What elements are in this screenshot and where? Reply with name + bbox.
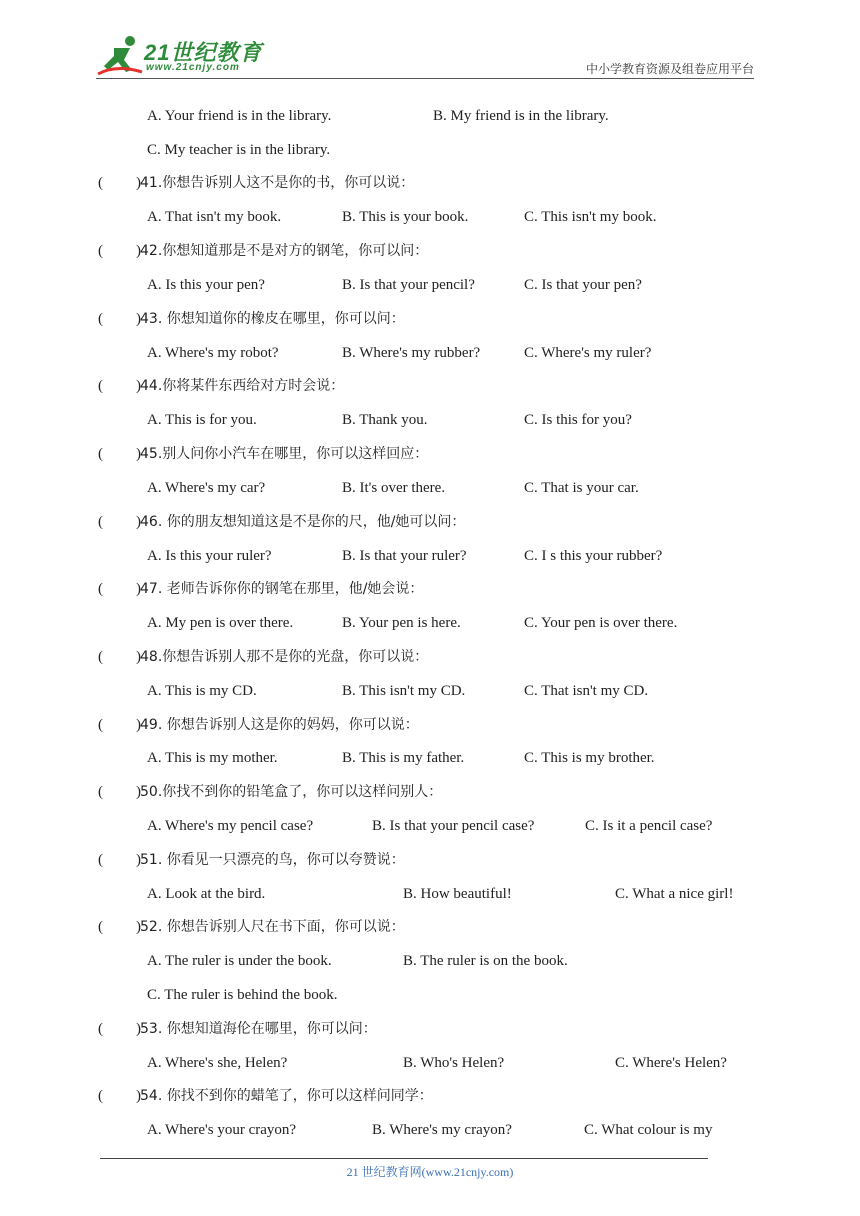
answer-option: A. My pen is over there. <box>147 615 294 631</box>
answer-blank-open[interactable]: ( <box>98 581 103 597</box>
answer-option: C. Your pen is over there. <box>524 615 678 631</box>
answer-option: A. This is for you. <box>147 412 257 428</box>
answer-option: B. It's over there. <box>342 480 446 496</box>
answer-option: B. Thank you. <box>342 412 428 428</box>
question-text: 41.你想告诉别人这不是你的书，你可以说： <box>140 175 415 191</box>
answer-option: A. Look at the bird. <box>147 886 266 902</box>
question-text: 54. 你找不到你的蜡笔了，你可以这样问同学： <box>140 1088 433 1104</box>
answer-blank-close: ) <box>136 581 141 597</box>
question-text: 46. 你的朋友想知道这是不是你的尺，他/她可以问： <box>140 514 466 530</box>
question-text: 51. 你看见一只漂亮的鸟，你可以夸赞说： <box>140 852 405 868</box>
answer-option: A. Where's she, Helen? <box>147 1055 288 1071</box>
answer-option: C. Where's Helen? <box>615 1055 727 1071</box>
header-divider <box>96 78 754 79</box>
answer-blank-close: ) <box>136 514 141 530</box>
options-row <box>0 544 860 568</box>
answer-option: A. This is my CD. <box>147 683 257 699</box>
answer-option: B. Where's my rubber? <box>342 345 481 361</box>
question-row <box>0 239 860 263</box>
answer-option: C. What colour is my <box>584 1122 713 1138</box>
runner-logo-icon <box>96 34 146 78</box>
options-row <box>0 983 860 1007</box>
options-row <box>0 611 860 635</box>
question-row <box>0 171 860 195</box>
answer-option: A. Where's my car? <box>147 480 266 496</box>
question-row <box>0 307 860 331</box>
footer-link[interactable]: 21 世纪教育网(www.21cnjy.com) <box>346 1165 514 1179</box>
answer-option: A. Where's my pencil case? <box>147 818 314 834</box>
answer-option: A. That isn't my book. <box>147 209 282 225</box>
options-row <box>0 205 860 229</box>
answer-blank-open[interactable]: ( <box>98 717 103 733</box>
answer-option: B. Is that your pencil case? <box>372 818 535 834</box>
answer-option: B. Where's my crayon? <box>372 1122 512 1138</box>
answer-option: B. How beautiful! <box>403 886 512 902</box>
answer-option: B. The ruler is on the book. <box>403 953 568 969</box>
answer-blank-close: ) <box>136 649 141 665</box>
question-text: 47. 老师告诉你你的钢笔在那里，他/她会说： <box>140 581 424 597</box>
question-row <box>0 374 860 398</box>
answer-option: C. I s this your rubber? <box>524 548 663 564</box>
options-row <box>0 1051 860 1075</box>
options-row <box>0 273 860 297</box>
site-logo <box>96 34 266 78</box>
question-row <box>0 713 860 737</box>
question-text: 42.你想知道那是不是对方的钢笔，你可以问： <box>140 243 429 259</box>
answer-blank-open[interactable]: ( <box>98 514 103 530</box>
question-row <box>0 1017 860 1041</box>
options-row <box>0 408 860 432</box>
options-row <box>0 949 860 973</box>
footer-divider <box>100 1158 708 1159</box>
answer-option: C. Where's my ruler? <box>524 345 652 361</box>
question-row <box>0 442 860 466</box>
answer-option: A. Your friend is in the library. <box>147 108 332 124</box>
answer-blank-close: ) <box>136 1021 141 1037</box>
answer-option: B. Your pen is here. <box>342 615 461 631</box>
platform-title: 中小学教育资源及组卷应用平台 <box>585 62 754 76</box>
options-row <box>0 746 860 770</box>
question-row <box>0 577 860 601</box>
answer-blank-open[interactable]: ( <box>98 378 103 394</box>
question-row <box>0 780 860 804</box>
answer-option: A. This is my mother. <box>147 750 278 766</box>
answer-option: C. This isn't my book. <box>524 209 657 225</box>
answer-option: C. What a nice girl! <box>615 886 734 902</box>
answer-blank-close: ) <box>136 175 141 191</box>
answer-blank-close: ) <box>136 1088 141 1104</box>
question-text: 45.别人问你小汽车在哪里，你可以这样回应： <box>140 446 429 462</box>
logo-url: www.21cnjy.com <box>146 62 240 73</box>
answer-blank-open[interactable]: ( <box>98 175 103 191</box>
answer-option: B. This is your book. <box>342 209 469 225</box>
options-row <box>0 679 860 703</box>
question-text: 43. 你想知道你的橡皮在哪里，你可以问： <box>140 311 405 327</box>
answer-blank-open[interactable]: ( <box>98 311 103 327</box>
answer-blank-open[interactable]: ( <box>98 1021 103 1037</box>
answer-option: C. That is your car. <box>524 480 639 496</box>
answer-blank-close: ) <box>136 717 141 733</box>
question-row <box>0 915 860 939</box>
options-row <box>0 104 860 128</box>
answer-blank-close: ) <box>136 784 141 800</box>
answer-option: B. This is my father. <box>342 750 465 766</box>
question-text: 48.你想告诉别人那不是你的光盘，你可以说： <box>140 649 429 665</box>
answer-option: B. Who's Helen? <box>403 1055 505 1071</box>
answer-option: C. Is it a pencil case? <box>585 818 713 834</box>
answer-blank-close: ) <box>136 378 141 394</box>
logo-text: 21世纪教育 <box>144 40 263 65</box>
answer-option: C. That isn't my CD. <box>524 683 649 699</box>
question-row <box>0 1084 860 1108</box>
question-text: 53. 你想知道海伦在哪里，你可以问： <box>140 1021 377 1037</box>
answer-option: C. Is that your pen? <box>524 277 642 293</box>
answer-blank-open[interactable]: ( <box>98 852 103 868</box>
options-row <box>0 1118 860 1142</box>
options-row <box>0 341 860 365</box>
answer-blank-open[interactable]: ( <box>98 919 103 935</box>
options-row <box>0 476 860 500</box>
answer-option: C. The ruler is behind the book. <box>147 987 338 1003</box>
answer-blank-close: ) <box>136 852 141 868</box>
question-text: 44.你将某件东西给对方时会说： <box>140 378 345 394</box>
answer-blank-open[interactable]: ( <box>98 243 103 259</box>
question-row <box>0 645 860 669</box>
answer-option: A. Is this your pen? <box>147 277 265 293</box>
answer-blank-open[interactable]: ( <box>98 446 103 462</box>
answer-option: A. Is this your ruler? <box>147 548 272 564</box>
answer-blank-close: ) <box>136 919 141 935</box>
answer-option: A. The ruler is under the book. <box>147 953 332 969</box>
question-text: 52. 你想告诉别人尺在书下面，你可以说： <box>140 919 405 935</box>
answer-option: B. This isn't my CD. <box>342 683 466 699</box>
answer-option: C. This is my brother. <box>524 750 655 766</box>
answer-option: A. Where's my robot? <box>147 345 279 361</box>
options-row <box>0 814 860 838</box>
page-header <box>0 0 860 80</box>
question-row <box>0 848 860 872</box>
question-text: 50.你找不到你的铅笔盒了，你可以这样问别人： <box>140 784 443 800</box>
answer-blank-close: ) <box>136 311 141 327</box>
question-row <box>0 510 860 534</box>
answer-blank-open[interactable]: ( <box>98 1088 103 1104</box>
options-row <box>0 138 860 162</box>
answer-blank-open[interactable]: ( <box>98 784 103 800</box>
answer-option: A. Where's your crayon? <box>147 1122 297 1138</box>
options-row <box>0 882 860 906</box>
answer-blank-close: ) <box>136 243 141 259</box>
answer-blank-open[interactable]: ( <box>98 649 103 665</box>
answer-option: C. My teacher is in the library. <box>147 142 331 158</box>
answer-blank-close: ) <box>136 446 141 462</box>
answer-option: C. Is this for you? <box>524 412 632 428</box>
question-text: 49. 你想告诉别人这是你的妈妈，你可以说： <box>140 717 419 733</box>
answer-option: B. Is that your pencil? <box>342 277 475 293</box>
answer-option: B. Is that your ruler? <box>342 548 467 564</box>
answer-option: B. My friend is in the library. <box>433 108 609 124</box>
